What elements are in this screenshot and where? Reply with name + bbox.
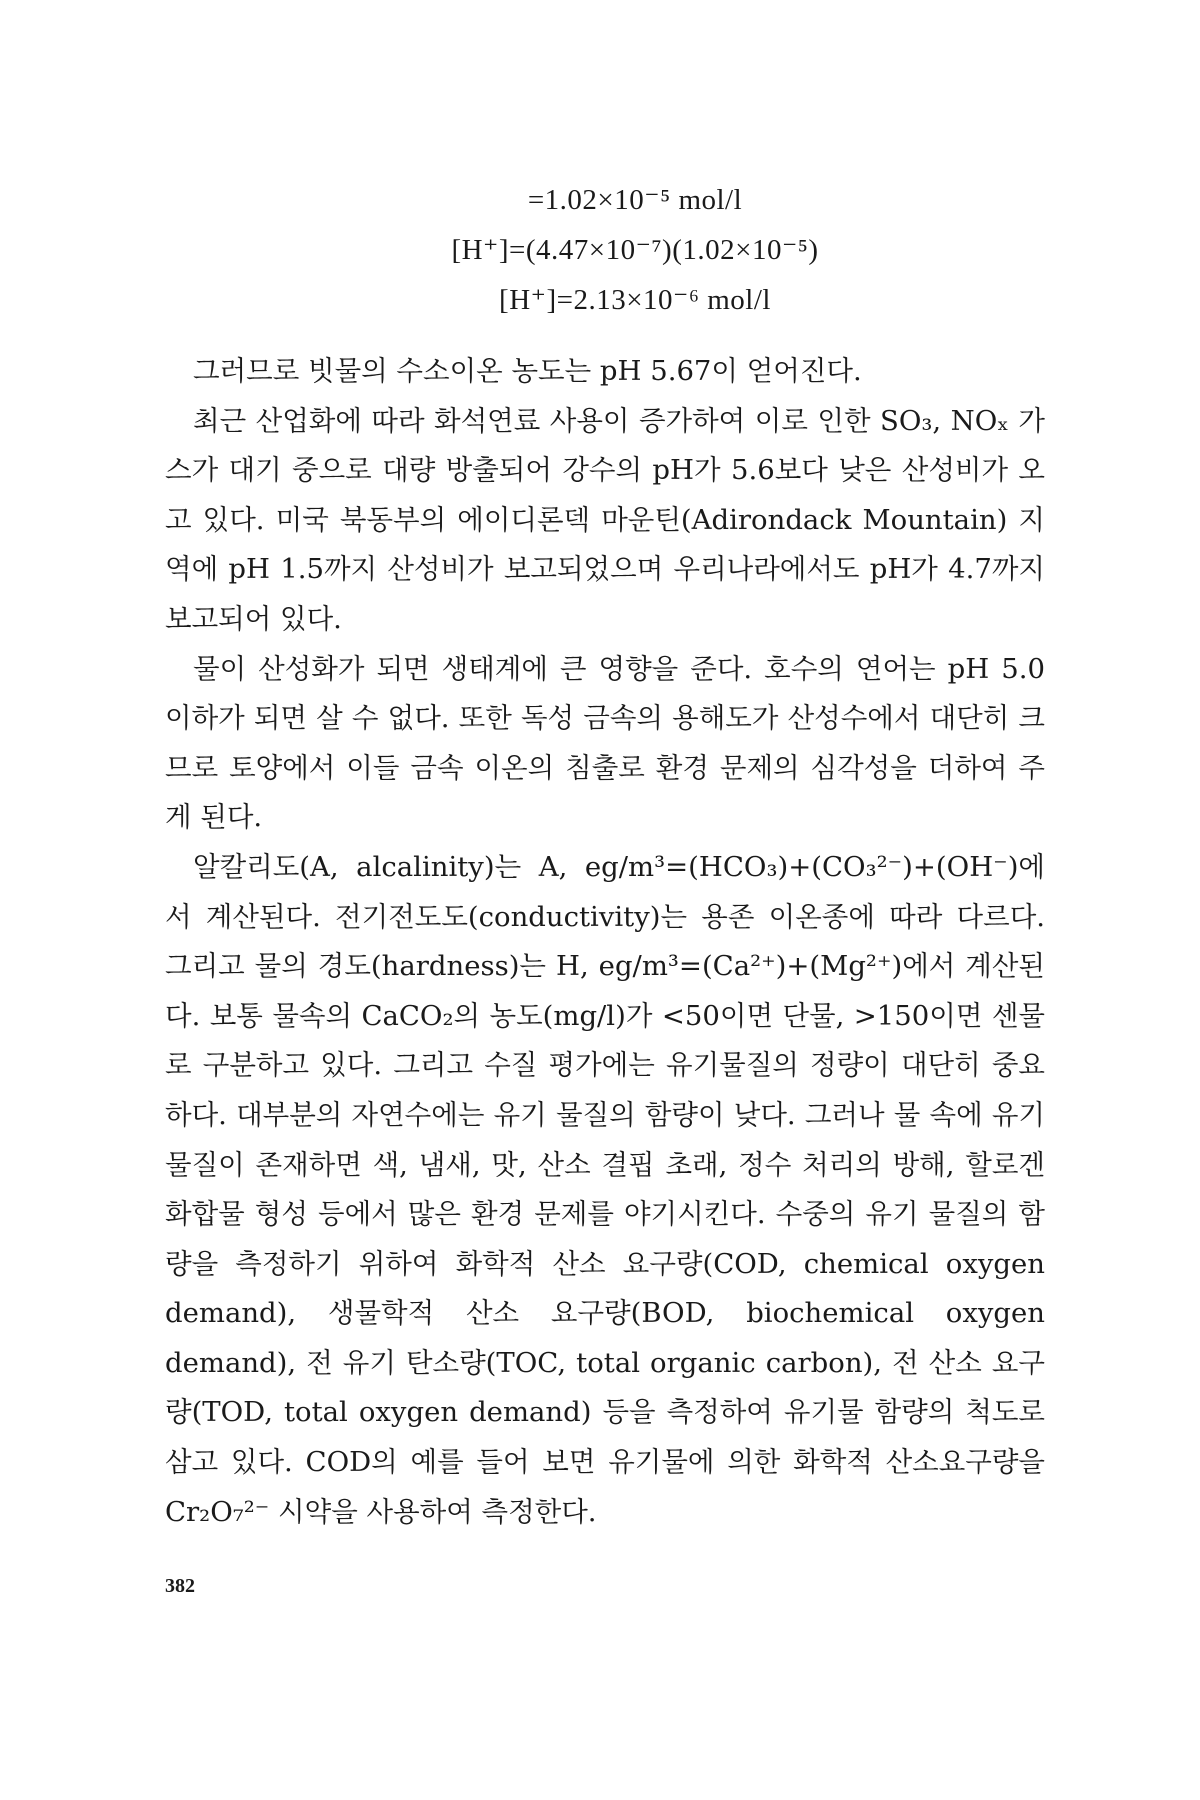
equation-line-1: =1.02×10⁻⁵ mol/l — [527, 184, 743, 216]
paragraph-water-quality: 알칼리도(A, alcalinity)는 A, eg/m³=(HCO₃)+(CO₃²⁻)+(OH⁻)에서 계산된다. 전기전도도(conductivity)는 용존 이온종에 따라 다르다. 그리고 물의 경도(hardness)는 H, eg/m³=(Ca²⁺)+(Mg²⁺)에서 계산된다. 보통 물속의 CaCO₂의 농도(mg/l)가 <50이면 단물, >150이면 센물로 구분하고 있다. 그리고 수질 평가에는 유기물질의 정량이 대단히 중요하다. 대부분의 자연수에는 유기 물질의 함량이 낮다. 그러나 물 속에 유기 물질이 존재하면 색, 냄새, 맛, 산소 결핍 초래, 정수 처리의 방해, 할로겐 화합물 형성 등에서 많은 환경 문제를 야기시킨다. 수중의 유기 물질의 함량을 측정하기 위하여 화학적 산소 요구량(COD, chemical oxygen demand), 생물학적 산소 요구량(BOD, biochemical oxygen demand), 전 유기 탄소량(TOC, total organic carbon), 전 산소 요구량(TOD, total oxygen demand) 등을 측정하여 유기물 함량의 척도로 삼고 있다. COD의 예를 들어 보면 유기물에 의한 화학적 산소요구량을 Cr₂O₇²⁻ 시약을 사용하여 측정한다. — [165, 850, 1045, 1528]
paragraph-acid-rain: 최근 산업화에 따라 화석연료 사용이 증가하여 이로 인한 SO₃, NOₓ 가스가 대기 중으로 대량 방출되어 강수의 pH가 5.6보다 낮은 산성비가 오고 있다. 미국 북동부의 에이디론덱 마운틴(Adirondack Mountain) 지역에 pH 1.5까지 산성비가 보고되었으며 우리나라에서도 pH가 4.7까지 보고되어 있다. — [165, 404, 1045, 635]
page-body — [165, 175, 1045, 1537]
paragraph-acidification-effects: 물이 산성화가 되면 생태계에 큰 영향을 준다. 호수의 연어는 pH 5.0 이하가 되면 살 수 없다. 또한 독성 금속의 용해도가 산성수에서 대단히 크므로 토양에서 이들 금속 이온의 침출로 환경 문제의 심각성을 더하여 주게 된다. — [165, 652, 1045, 834]
paragraph-ph-result: 그러므로 빗물의 수소이온 농도는 pH 5.67이 얻어진다. — [193, 355, 862, 387]
page-number: 382 — [165, 1575, 195, 1597]
equation-line-3: [H⁺]=2.13×10⁻⁶ mol/l — [499, 284, 771, 316]
equation-line-2: [H⁺]=(4.47×10⁻⁷)(1.02×10⁻⁵) — [451, 234, 819, 266]
equation-block — [165, 175, 1045, 325]
